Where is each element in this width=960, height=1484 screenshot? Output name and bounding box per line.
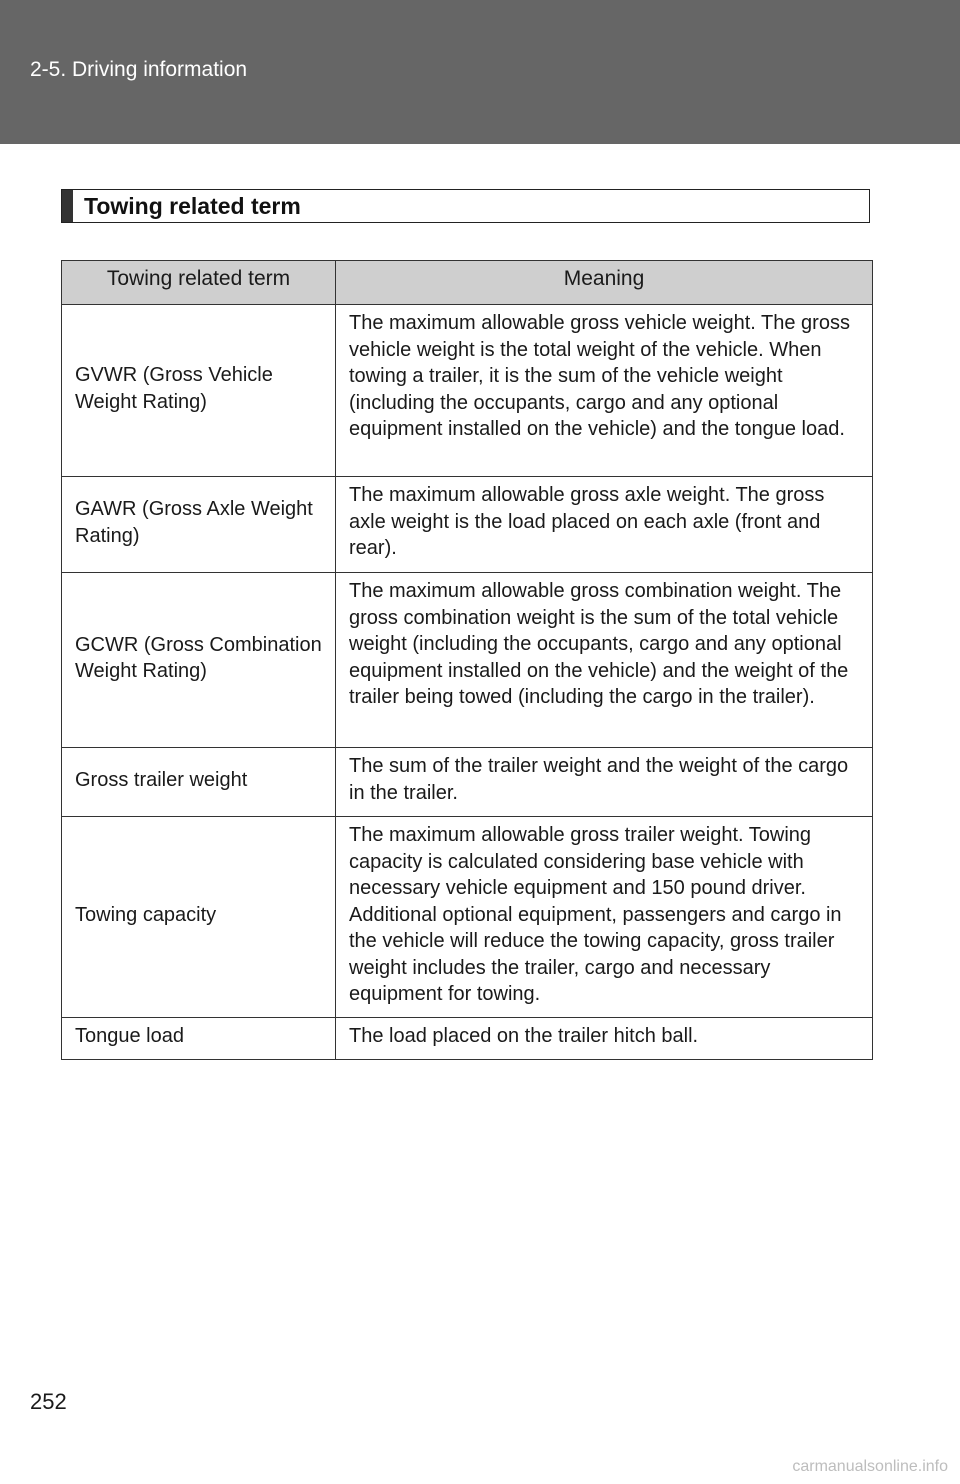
term-cell: Tongue load <box>62 1018 336 1060</box>
section-title: Towing related term <box>84 193 301 219</box>
term-cell: GVWR (Gross Vehicle Weight Rating) <box>62 305 336 477</box>
term-cell: GCWR (Gross Combination Weight Rating) <box>62 573 336 748</box>
table-row <box>62 817 873 1018</box>
table-row <box>62 305 873 477</box>
header-band <box>0 0 960 144</box>
page-number: 252 <box>30 1389 67 1414</box>
meaning-cell: The sum of the trailer weight and the weight of the cargo in the trailer. <box>336 748 873 817</box>
meaning-cell: The maximum allowable gross vehicle weight. The gross vehicle weight is the total weight of the vehicle. When towing a trailer, it is the sum of the vehicle weight (including the occupants, cargo and any optional equipment installed on the vehicle) and the tongue load. <box>336 305 873 477</box>
table-row <box>62 748 873 817</box>
term-cell: Towing capacity <box>62 817 336 1018</box>
table-row <box>62 573 873 748</box>
breadcrumb: 2-5. Driving information <box>30 58 248 81</box>
towing-terms-table <box>61 260 873 1060</box>
section-marker <box>62 190 73 222</box>
section-heading <box>61 189 870 223</box>
meaning-cell: The maximum allowable gross combination weight. The gross combination weight is the sum of the total vehicle weight (including the occupants, cargo and any optional equipment installed on the vehicle) and the weight of the trailer being towed (including the cargo in the trailer). <box>336 573 873 748</box>
table-row <box>62 477 873 573</box>
watermark: carmanualsonline.info <box>792 1458 948 1475</box>
meaning-cell: The maximum allowable gross trailer weight. Towing capacity is calculated considering base vehicle with necessary vehicle equipment and 150 pound driver. Additional optional equipment, passengers and cargo in the vehicle will reduce the towing capacity, gross trailer weight includes the trailer, cargo and necessary equipment for towing. <box>336 817 873 1018</box>
table-header-row <box>62 261 873 305</box>
meaning-cell: The maximum allowable gross axle weight. The gross axle weight is the load placed on each axle (front and rear). <box>336 477 873 573</box>
column-header-term: Towing related term <box>62 261 336 305</box>
meaning-cell: The load placed on the trailer hitch ball. <box>336 1018 873 1060</box>
term-cell: GAWR (Gross Axle Weight Rating) <box>62 477 336 573</box>
term-cell: Gross trailer weight <box>62 748 336 817</box>
column-header-meaning: Meaning <box>336 261 873 305</box>
table-row <box>62 1018 873 1060</box>
